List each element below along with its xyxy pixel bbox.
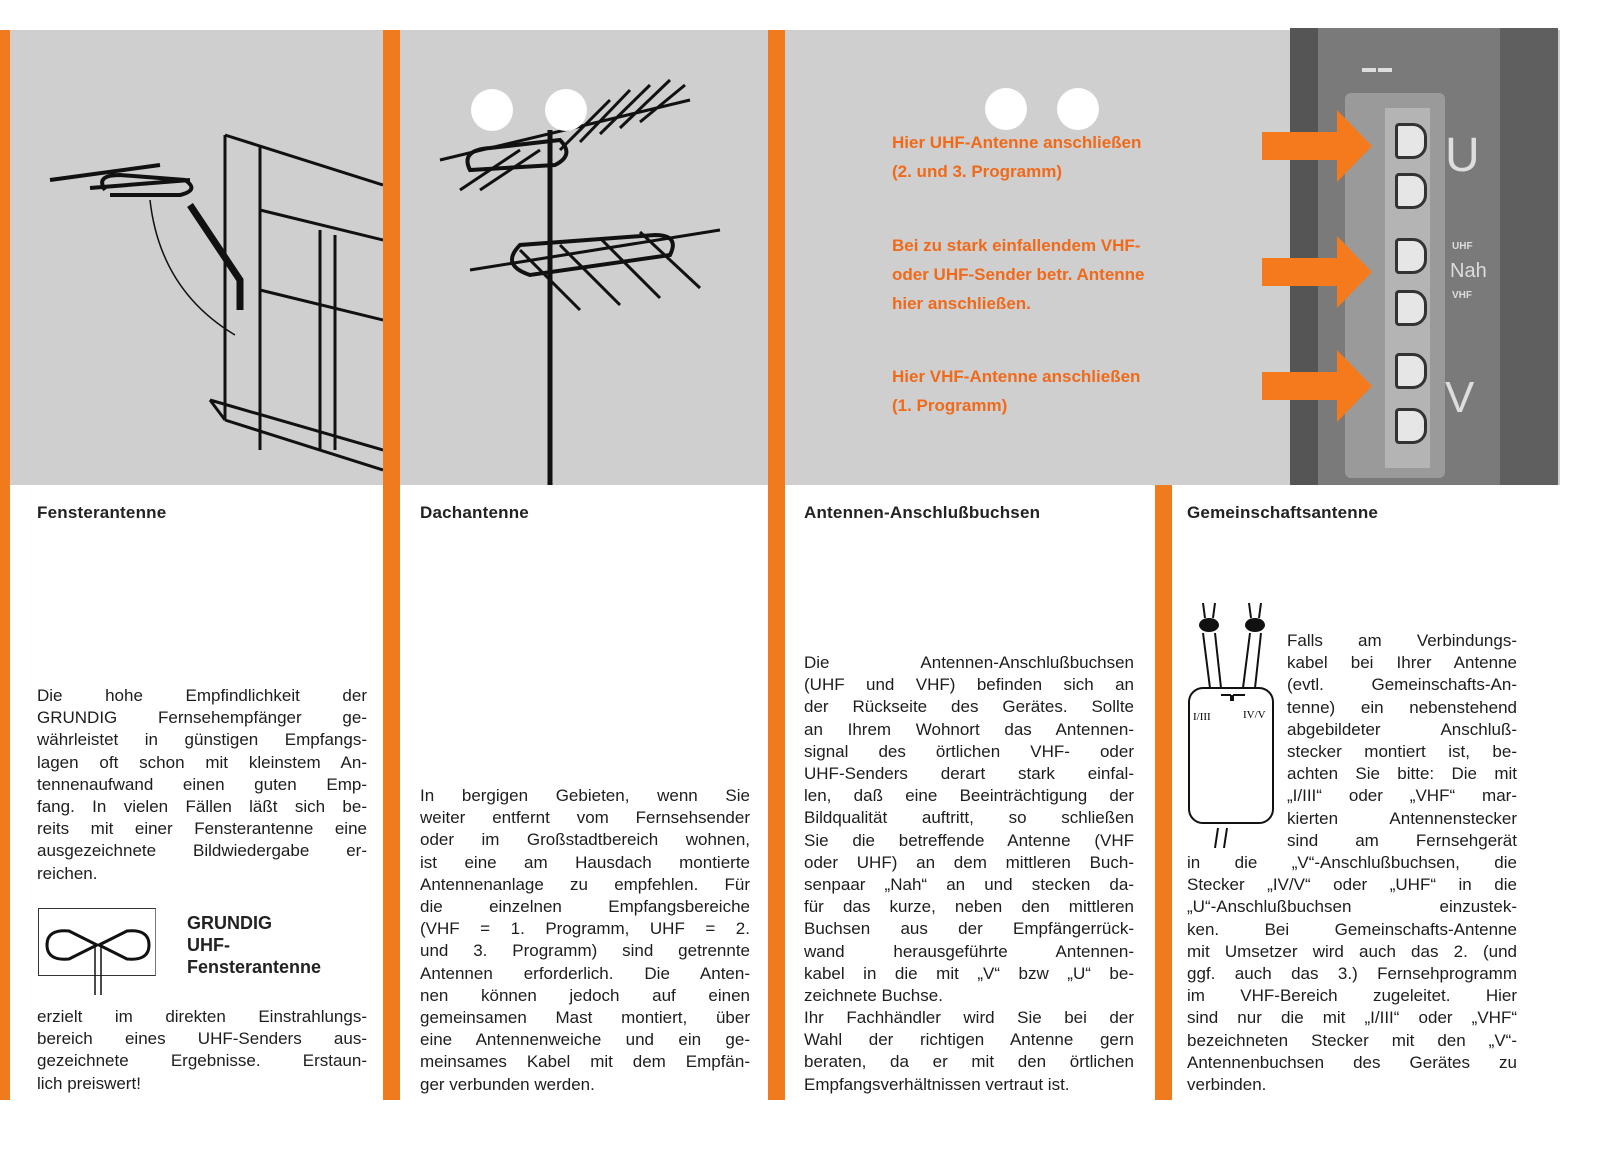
text-line: ger verbunden werden.	[420, 1074, 595, 1094]
text-line: (UHF und VHF) befinden sich an	[804, 675, 1134, 695]
callout-line: (1. Programm)	[892, 396, 1008, 415]
text-line: zeichnete Buchse.	[804, 986, 943, 1006]
text-line: Bildqualität auftritt, so schließen	[804, 808, 1134, 828]
antenna-socket	[1395, 353, 1427, 389]
heading-fensterantenne: Fensterantenne	[37, 503, 167, 522]
window-antenna-illustration	[10, 30, 383, 485]
callout-line: Hier VHF-Antenne anschließen	[892, 367, 1141, 386]
text-line: an Ihrem Wohnort das Antennen-	[804, 719, 1134, 739]
text-line: wand herausgeführte Antennen-	[804, 941, 1134, 961]
text-line: GRUNDIG Fernsehempfänger ge-	[37, 708, 367, 728]
text-line: mit Umsetzer wird auch das 2. (und	[1187, 941, 1517, 961]
text-line: tenne) ein nebenstehend	[1287, 697, 1517, 717]
column-divider	[383, 30, 400, 1100]
text-line: bezeichneten Stecker mit den „V“-	[1187, 1030, 1517, 1050]
column-divider	[768, 30, 785, 1100]
text-line: bereich eines UHF-Senders aus-	[37, 1029, 367, 1049]
callout-line: Bei zu stark einfallendem VHF-	[892, 236, 1141, 255]
text-line: tennenaufwand einen guten Emp-	[37, 774, 367, 794]
text-line: und 3. Programm) sind getrennte	[420, 941, 750, 961]
text-line: reits mit einer Fensterantenne eine	[37, 819, 367, 839]
text-line: ggf. auch das 3.) Fernsehprogramm	[1187, 964, 1517, 984]
body-text	[37, 1006, 367, 1095]
text-line: Die hohe Empfindlichkeit der	[37, 686, 367, 705]
text-line: UHF-Senders derart stark einfal-	[804, 764, 1134, 784]
heading-anschlussbuchsen: Antennen-Anschlußbuchsen	[804, 503, 1041, 522]
antenna-socket	[1395, 123, 1427, 159]
text-line: „U“-Anschlußbuchsen einzustek-	[1187, 897, 1517, 917]
arrow-icon	[1262, 110, 1372, 182]
text-line: für das kurze, neben den mittleren	[804, 897, 1134, 917]
antenna-socket	[1395, 290, 1427, 326]
arrow-icon	[1262, 350, 1372, 422]
punch-hole	[985, 88, 1027, 130]
callout-nah	[892, 231, 1145, 318]
text-line: Antennenbuchsen des Gerätes zu	[1187, 1052, 1517, 1072]
text-line: lagen oft schon mit kleinstem An-	[37, 752, 367, 772]
text-line: gezeichnete Ergebnisse. Erstaun-	[37, 1051, 367, 1071]
left-edge-stripe	[0, 30, 10, 1100]
callout-uhf	[892, 128, 1141, 186]
text-line: len, daß eine Beeinträchtigung der	[804, 786, 1134, 806]
text-line: der Rückseite des Gerätes. Sollte	[804, 697, 1134, 717]
callout-line: (2. und 3. Programm)	[892, 162, 1063, 181]
text-line: beraten, da er mit den örtlichen	[804, 1052, 1134, 1072]
callout-line: Hier UHF-Antenne anschließen	[892, 133, 1142, 152]
product-line: GRUNDIG	[187, 913, 272, 933]
text-line: erzielt im direkten Einstrahlungs-	[37, 1007, 367, 1026]
text-line: Stecker „IV/V“ oder „UHF“ in die	[1187, 875, 1517, 895]
text-line: meinsames Kabel mit dem Empfän-	[420, 1052, 750, 1072]
socket-label-nah: Nah	[1450, 260, 1487, 282]
text-line: oder im Großstadtbereich wohnen,	[420, 830, 750, 850]
text-line: Sie die betreffende Antenne (VHF	[804, 830, 1134, 850]
heading-dachantenne: Dachantenne	[420, 503, 529, 522]
body-text	[37, 685, 367, 885]
body-text	[804, 652, 1134, 1007]
text-line: ist eine am Hausdach montierte	[420, 852, 750, 872]
column-divider	[1155, 485, 1172, 1100]
antenna-socket	[1395, 408, 1427, 444]
text-line: ausgezeichnete Bildwiedergabe er-	[37, 841, 367, 861]
text-line: weiter entfernt vom Fernsehsender	[420, 808, 750, 828]
text-line: eine Antennenweiche und ein ge-	[420, 1030, 750, 1050]
roof-antenna-illustration	[400, 30, 768, 485]
antenna-socket	[1395, 238, 1427, 274]
body-text	[1187, 630, 1517, 1096]
product-line: Fensterantenne	[187, 957, 322, 977]
text-line: kabel bei Ihrer Antenne	[1287, 653, 1517, 673]
product-name	[187, 912, 321, 978]
punch-hole	[1057, 88, 1099, 130]
callout-vhf	[892, 362, 1140, 420]
text-line: sind am Fernsehgerät	[1287, 830, 1517, 850]
text-line: In bergigen Gebieten, wenn Sie	[420, 786, 750, 805]
text-line: Antennenanlage zu empfehlen. Für	[420, 874, 750, 894]
arrow-icon	[1262, 236, 1372, 308]
text-line: abgebildeter Anschluß-	[1287, 719, 1517, 739]
text-line: währleistet in günstigen Empfangs-	[37, 730, 367, 750]
text-line: in die „V“-Anschlußbuchsen, die	[1187, 853, 1517, 873]
text-line: Buchsen aus der Empfängerrück-	[804, 919, 1134, 939]
text-line: kierten Antennenstecker	[1287, 808, 1517, 828]
callout-line: hier anschließen.	[892, 294, 1031, 313]
text-line: sind nur die mit „I/III“ oder „VHF“	[1187, 1008, 1517, 1028]
text-line: Empfangsverhältnissen vertraut ist.	[804, 1074, 1070, 1094]
text-line: gemeinsamen Mast montiert, über	[420, 1008, 750, 1028]
antenna-socket	[1395, 173, 1427, 209]
socket-label-uhf: UHF	[1452, 241, 1473, 252]
window-antenna-logo-box	[38, 908, 156, 976]
text-line: Falls am Verbindungs-	[1287, 631, 1517, 650]
socket-label-u: U	[1445, 129, 1480, 182]
text-line: oder UHF) an dem mittleren Buch-	[804, 852, 1134, 872]
text-line: im VHF-Bereich zugeleitet. Hier	[1187, 986, 1517, 1006]
text-line: (evtl. Gemeinschafts-An-	[1287, 675, 1517, 695]
diagram-spacer	[1187, 630, 1287, 852]
text-line: die einzelnen Empfangsbereiche	[420, 897, 750, 917]
plug-label-vhf: I/III	[1193, 711, 1211, 723]
text-line: „I/III“ oder „VHF“ mar-	[1287, 786, 1517, 806]
socket-label-v: V	[1445, 373, 1475, 422]
text-line: achten Sie bitte: Die mit	[1287, 764, 1517, 784]
text-line: signal des örtlichen VHF- oder	[804, 741, 1134, 761]
text-line: Wahl der richtigen Antenne gern	[804, 1030, 1134, 1050]
text-line: fang. In vielen Fällen läßt sich be-	[37, 797, 367, 817]
text-line: stecker montiert ist, be-	[1287, 742, 1517, 762]
body-text	[804, 1007, 1134, 1096]
text-line: ken. Bei Gemeinschafts-Antenne	[1187, 919, 1517, 939]
product-line: UHF-	[187, 935, 230, 955]
text-line: reichen.	[37, 863, 98, 883]
text-line: kabel in die mit „V“ bzw „U“ be-	[804, 963, 1134, 983]
text-line: verbinden.	[1187, 1075, 1267, 1095]
text-line: Ihr Fachhändler wird Sie bei der	[804, 1008, 1134, 1027]
socket-label-vhf: VHF	[1452, 290, 1472, 301]
text-line: nen können jedoch auf einen	[420, 985, 750, 1005]
plug-label-uhf: IV/V	[1243, 709, 1266, 721]
text-line: senpaar „Nah“ an und stecken da-	[804, 875, 1134, 895]
text-line: Die Antennen-Anschlußbuchsen	[804, 653, 1134, 672]
callout-line: oder UHF-Sender betr. Antenne	[892, 265, 1145, 284]
body-text	[420, 785, 750, 1096]
text-line: lich preiswert!	[37, 1073, 141, 1093]
text-line: Antennen erforderlich. Die Anten-	[420, 963, 750, 983]
callout-arrows	[1262, 110, 1382, 430]
heading-gemeinschaftsantenne: Gemeinschaftsantenne	[1187, 503, 1379, 522]
text-line: (VHF = 1. Programm, UHF = 2.	[420, 919, 750, 939]
window-antenna-icon	[39, 909, 155, 999]
